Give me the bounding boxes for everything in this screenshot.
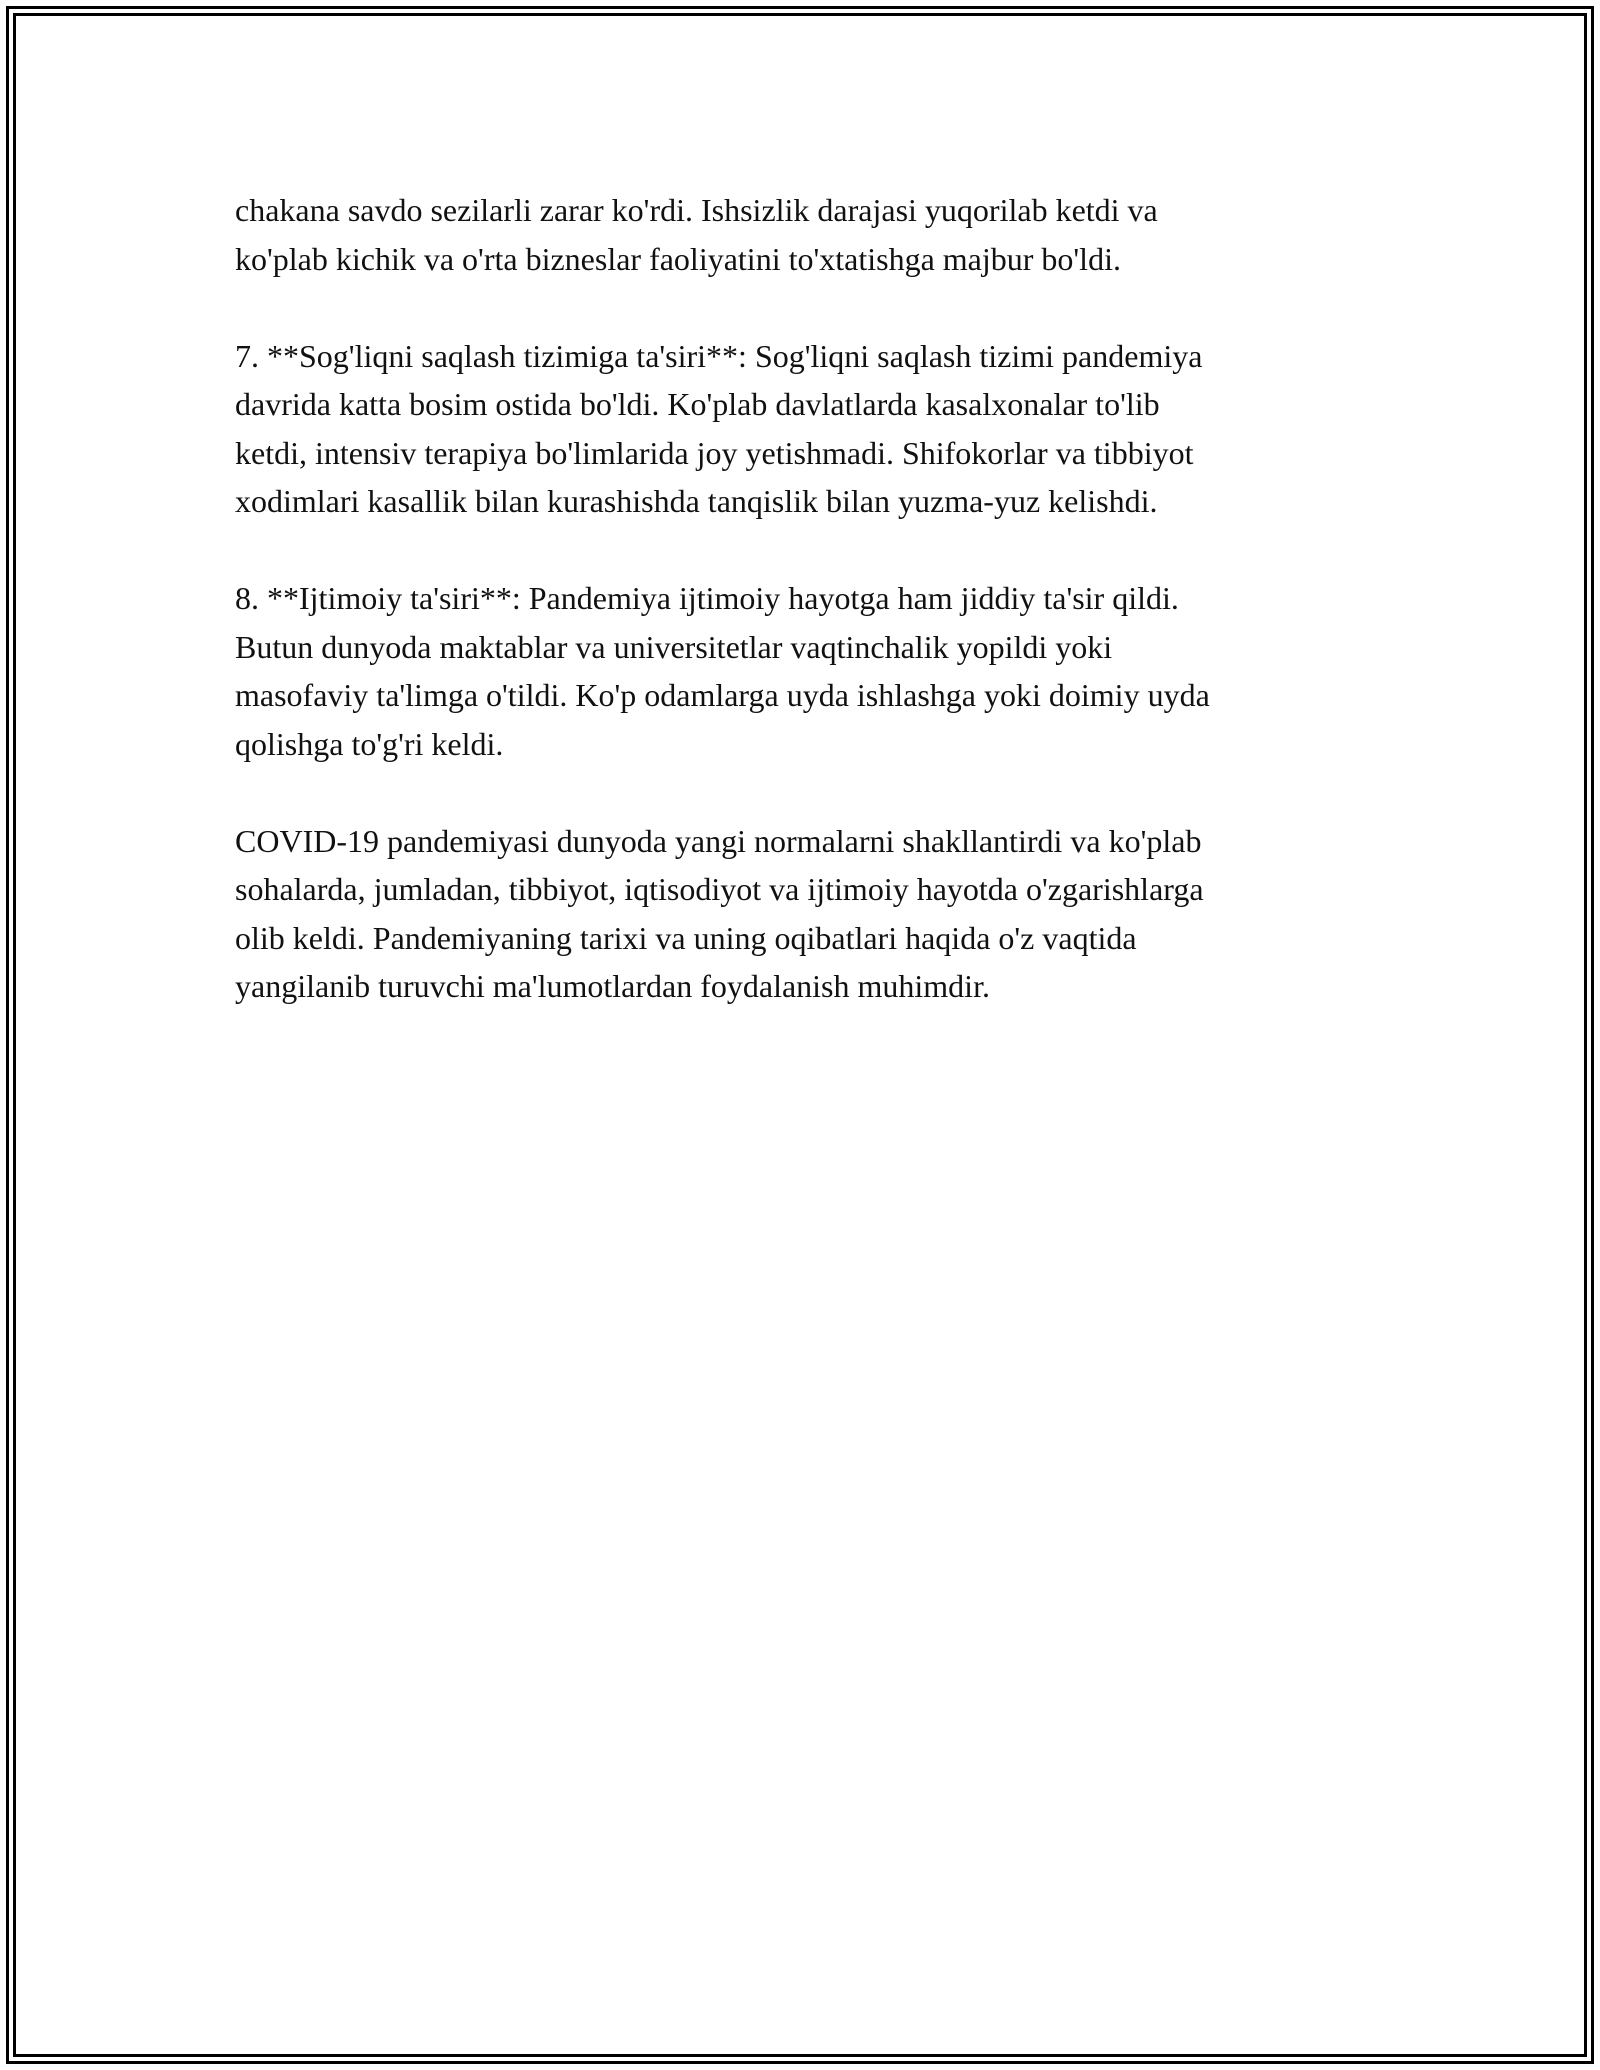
paragraph-conclusion: COVID-19 pandemiyasi dunyoda yangi normalarni shakllantirdi va ko'plab sohalarda, jumladan, tibbiyot, iqtisodiyot va ijtimoiy hayotda o'zgarishlarga olib keldi. Pandemiyaning tarixi va uning oqibatlari haqida o'z vaqtida yangilanib turuvchi ma'lumotlardan foydalanish muhimdir.: [235, 822, 1204, 1004]
paragraph-economy-continued: chakana savdo sezilarli zarar ko'rdi. Ishsizlik darajasi yuqorilab ketdi va ko'plab kichik va o'rta bizneslar faoliyatini to'xtatishga majbur bo'ldi.: [235, 192, 1158, 277]
paragraph-healthcare-impact: 7. **Sog'liqni saqlash tizimiga ta'siri**: Sog'liqni saqlash tizimi pandemiya davrida katta bosim ostida bo'ldi. Ko'plab davlatlarda kasalxonalar to'lib ketdi, intensiv terapiya bo'limlarida joy yetishmadi. Shifokorlar va tibbiyot xodimlari kasallik bilan kurashishda tanqislik bilan yuzma-yuz kelishdi.: [235, 337, 1203, 519]
document-body: [235, 186, 1365, 1059]
paragraph-social-impact: 8. **Ijtimoiy ta'siri**: Pandemiya ijtimoiy hayotga ham jiddiy ta'sir qildi. Butun dunyoda maktablar va universitetlar vaqtinchalik yopildi yoki masofaviy ta'limga o'tildi. Ko'p odamlarga uyda ishlashga yoki doimiy uyda qolishga to'g'ri keldi.: [235, 580, 1210, 762]
